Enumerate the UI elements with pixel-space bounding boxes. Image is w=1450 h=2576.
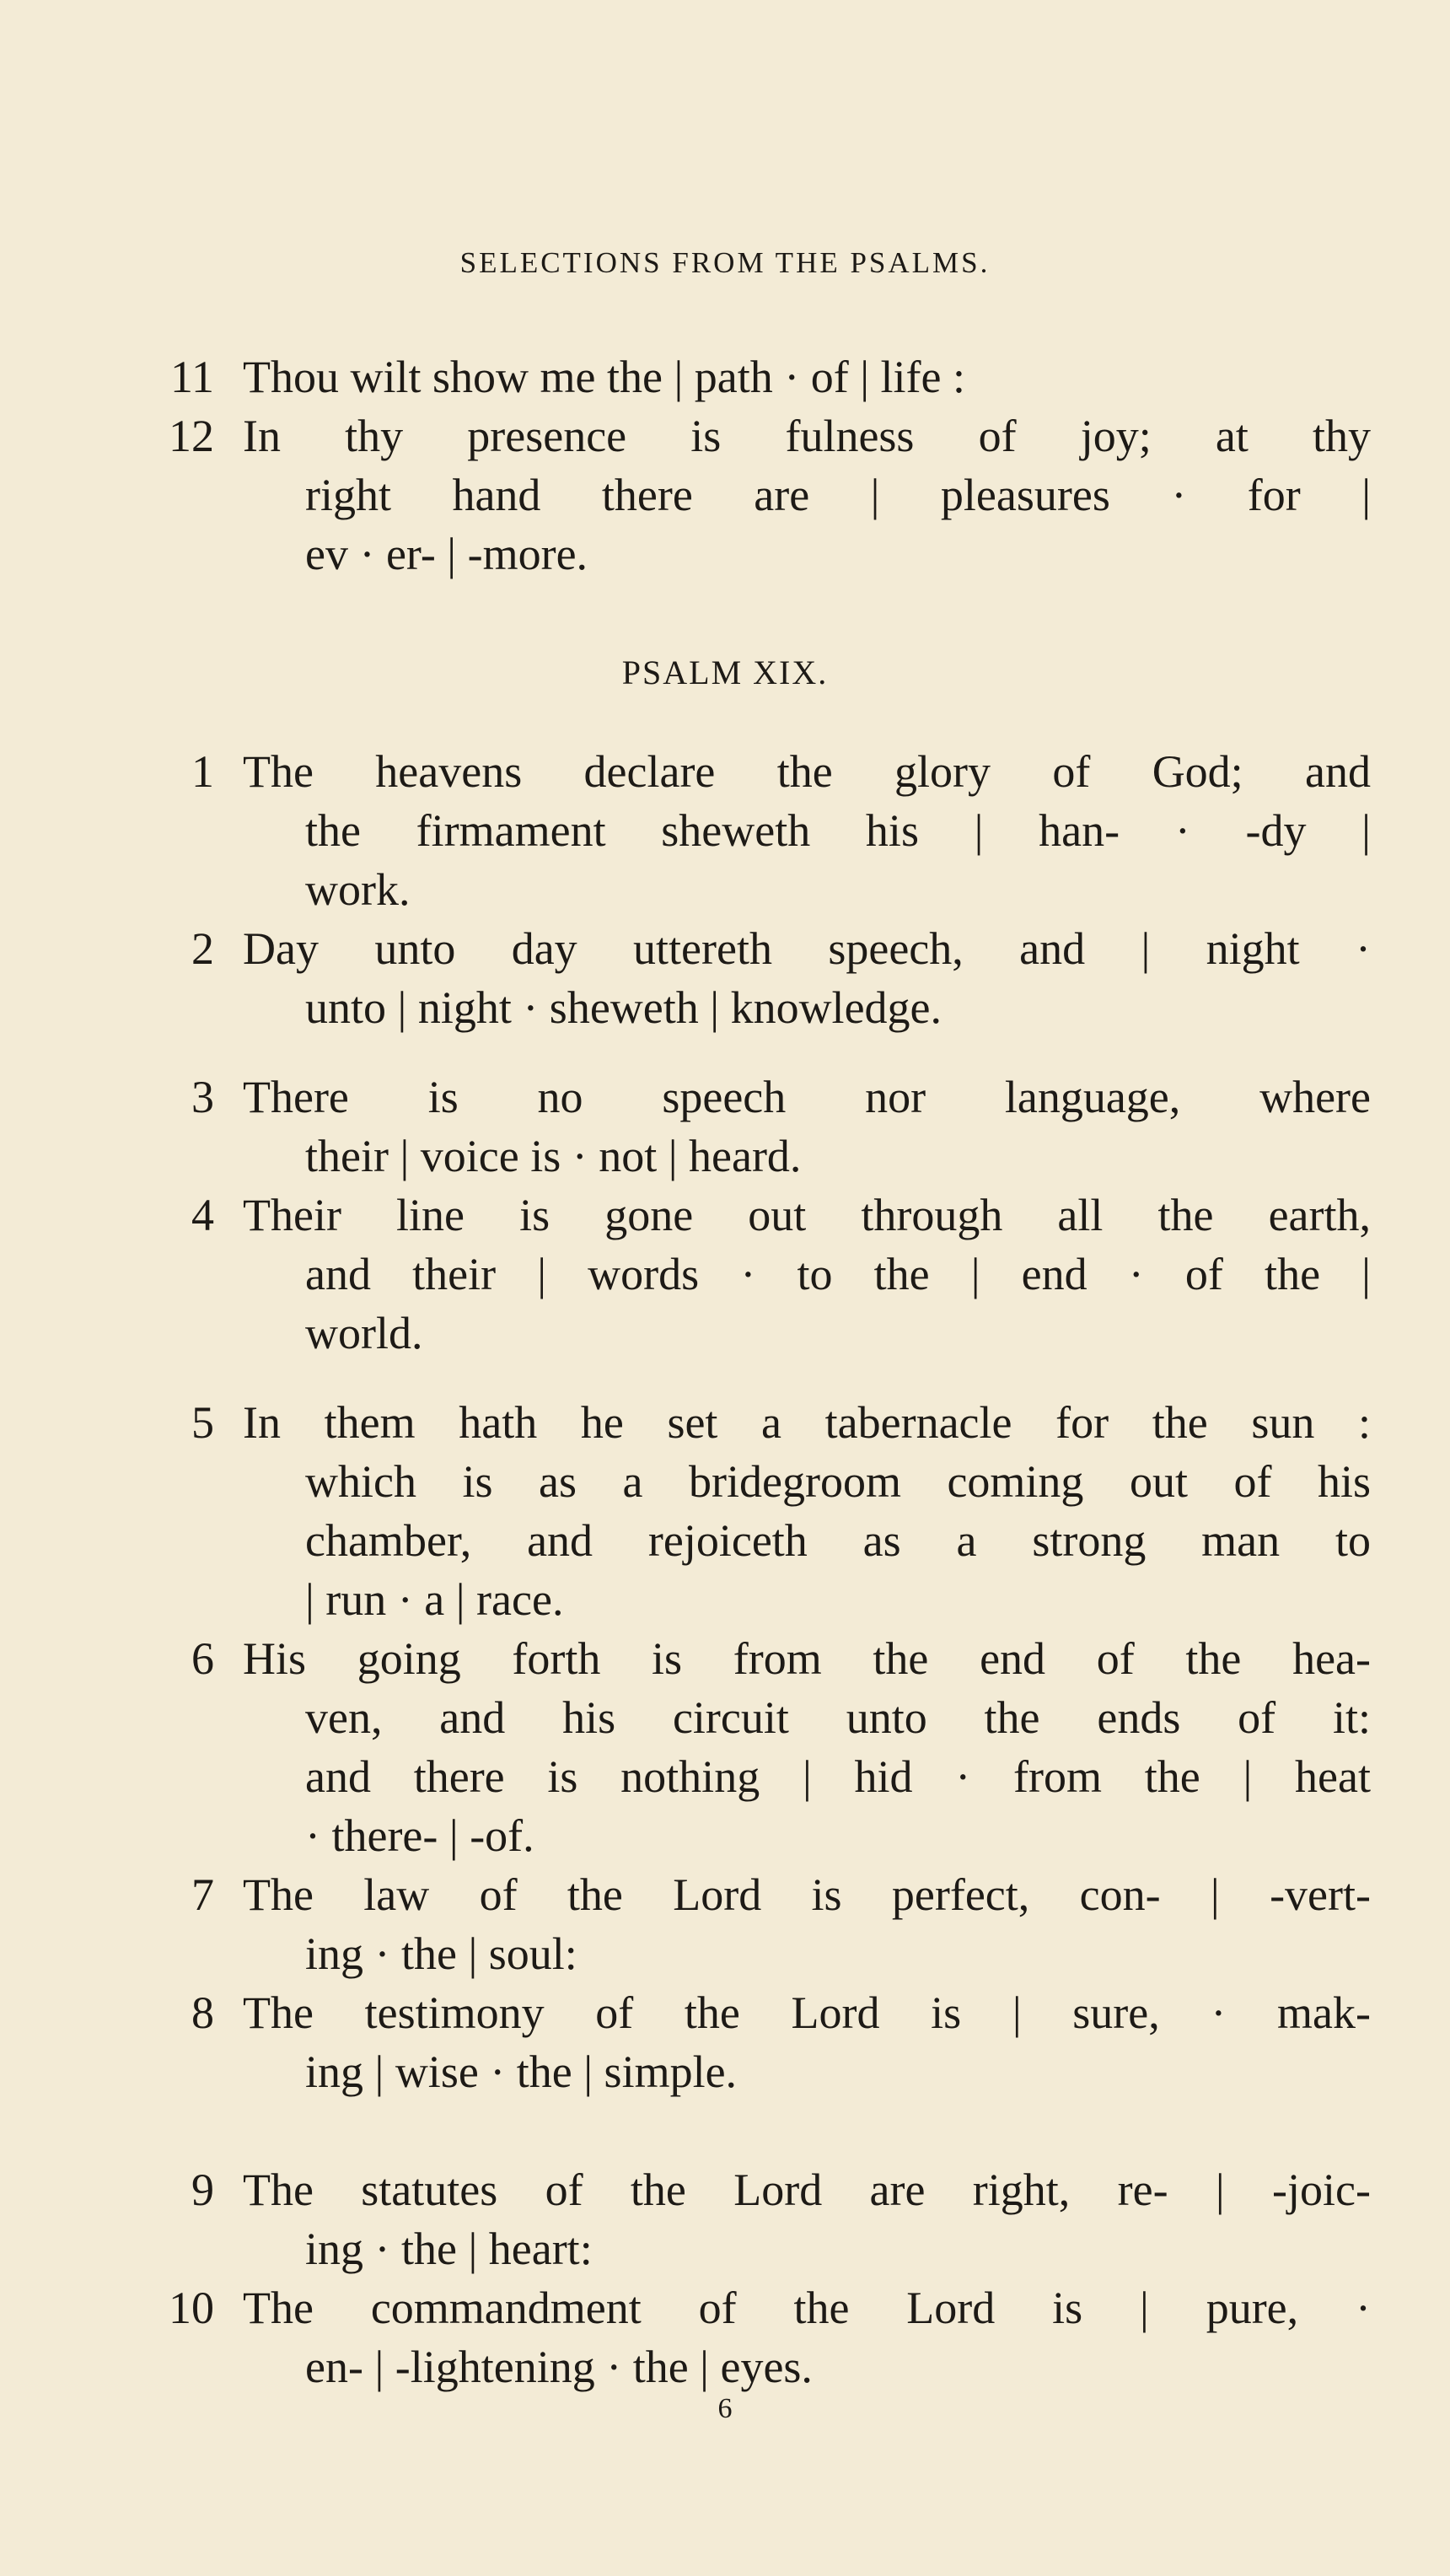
verse-line: Thou wilt show me the | path · of | life : bbox=[243, 352, 965, 402]
psalm-heading: PSALM XIX. bbox=[621, 653, 829, 691]
verse-line: ing · the | heart: bbox=[305, 2224, 593, 2274]
verse-line: The statutes of the Lord are right, re- | -joic- bbox=[243, 2165, 1371, 2215]
verse-line: The testimony of the Lord is | sure, · mak- bbox=[243, 1987, 1371, 2038]
verse-line: their | voice is · not | heard. bbox=[305, 1131, 802, 1181]
verse-number: 5 bbox=[191, 1397, 214, 1448]
verse-line: In them hath he set a tabernacle for the sun : bbox=[243, 1397, 1371, 1448]
verse-number: 6 bbox=[191, 1633, 214, 1684]
verse-line: The commandment of the Lord is | pure, · bbox=[243, 2283, 1371, 2333]
verse-number: 7 bbox=[191, 1869, 214, 1920]
verse-line: The heavens declare the glory of God; and bbox=[243, 746, 1371, 797]
verse-line: right hand there are | pleasures · for | bbox=[305, 470, 1371, 520]
verse-number: 12 bbox=[169, 411, 214, 461]
verse-line: · there- | -of. bbox=[305, 1810, 534, 1861]
verse-number: 4 bbox=[191, 1190, 214, 1240]
verse-line: which is as a bridegroom coming out of his bbox=[305, 1456, 1371, 1507]
verse-number: 11 bbox=[170, 352, 214, 402]
verse-line: world. bbox=[305, 1308, 423, 1358]
verse-number: 10 bbox=[169, 2283, 214, 2333]
verse-number: 3 bbox=[191, 1072, 214, 1122]
verse-line: work. bbox=[305, 864, 411, 915]
verse-number: 9 bbox=[191, 2165, 214, 2215]
verse-line: There is no speech nor language, where bbox=[243, 1072, 1371, 1122]
verse-line: His going forth is from the end of the hea- bbox=[243, 1633, 1371, 1684]
verse-line: the firmament sheweth his | han- · -dy | bbox=[305, 805, 1371, 856]
verse-number: 8 bbox=[191, 1987, 214, 2038]
verse-line: Day unto day uttereth speech, and | night · bbox=[243, 923, 1371, 974]
verse-line: Their line is gone out through all the earth, bbox=[243, 1190, 1371, 1240]
verse-number: 2 bbox=[191, 923, 214, 974]
verse-line: ev · er- | -more. bbox=[305, 529, 588, 579]
verse-line: unto | night · sheweth | knowledge. bbox=[305, 982, 942, 1033]
verse-line: In thy presence is fulness of joy; at thy bbox=[243, 411, 1371, 461]
verse-line: chamber, and rejoiceth as a strong man to bbox=[305, 1515, 1371, 1566]
running-head: SELECTIONS FROM THE PSALMS. bbox=[459, 246, 991, 279]
verse-line: en- | -lightening · the | eyes. bbox=[305, 2342, 813, 2392]
verse-line: ven, and his circuit unto the ends of it: bbox=[305, 1692, 1371, 1743]
verse-number: 1 bbox=[191, 746, 214, 797]
page-number: 6 bbox=[717, 2393, 733, 2424]
verse-line: ing · the | soul: bbox=[305, 1928, 577, 1979]
verse-line: and there is nothing | hid · from the | heat bbox=[305, 1751, 1371, 1802]
verse-line: | run · a | race. bbox=[305, 1574, 564, 1625]
verse-line: ing | wise · the | simple. bbox=[305, 2046, 738, 2097]
verse-line: and their | words · to the | end · of the | bbox=[305, 1249, 1371, 1299]
verse-line: The law of the Lord is perfect, con- | -vert- bbox=[243, 1869, 1371, 1920]
